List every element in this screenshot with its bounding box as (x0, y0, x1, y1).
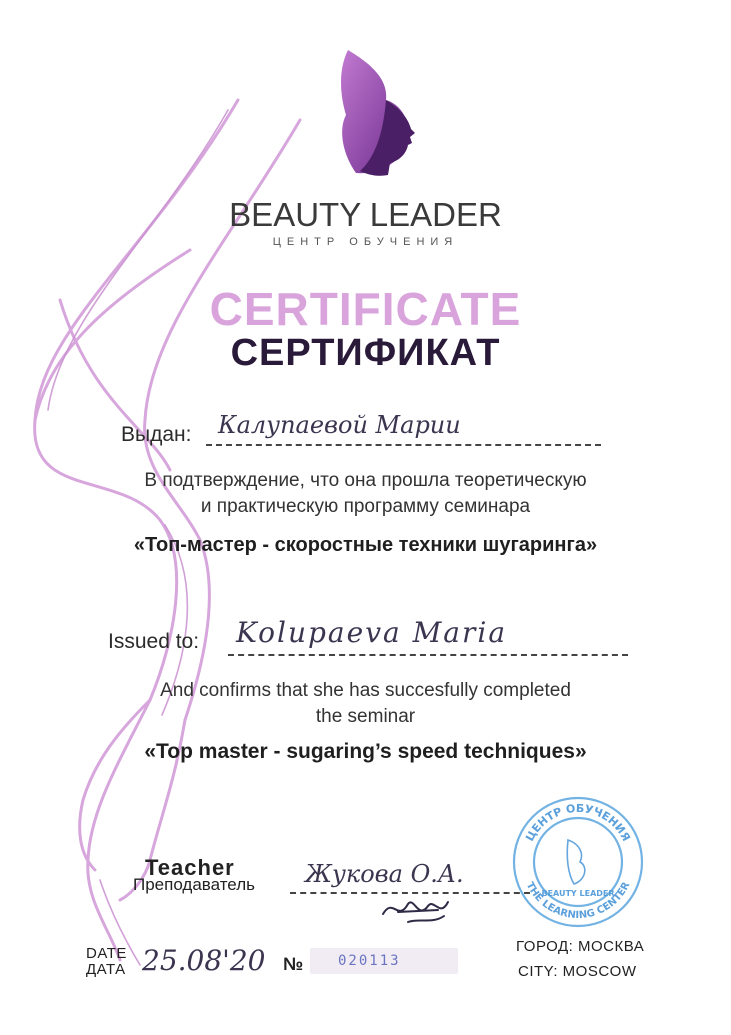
teacher-label-en: Teacher (145, 855, 235, 880)
confirm-line2-en: the seminar (315, 706, 416, 727)
issued-name-ru: Калупаевой Марии (218, 411, 461, 439)
issued-label-ru: Выдан: (121, 423, 192, 446)
seminar-title-en: «Top master - sugaring’s speed techniques» (144, 740, 587, 763)
seminar-title-ru: «Топ-мастер - скоростные техники шугаринга» (133, 534, 598, 556)
date-value: 25.08'20 (142, 944, 266, 977)
teacher-signature-icon (378, 892, 458, 928)
confirm-line1-ru: В подтверждение, что она прошла теоретическую (144, 470, 587, 491)
svg-text:BEAUTY LEADER: BEAUTY LEADER (541, 889, 615, 898)
issued-label-en: Issued to: (108, 630, 200, 653)
confirm-line1-en: And confirms that she has succesfully completed (160, 680, 571, 701)
issued-name-en: Kolupaeva Maria (236, 616, 508, 649)
confirm-line2-ru: и практическую программу семинара (200, 496, 531, 517)
svg-text:ЦЕНТР ОБУЧЕНИЯ: ЦЕНТР ОБУЧЕНИЯ (523, 801, 633, 844)
teacher-name: Жукова О.А. (305, 860, 464, 888)
city-en: CITY: MOSCOW (518, 963, 637, 980)
number-label: № (283, 954, 304, 974)
brand-subtitle: ЦЕНТР ОБУЧЕНИЯ (272, 236, 459, 248)
certificate-number: 020113 (338, 953, 401, 969)
brand-name: BEAUTY LEADER (229, 196, 502, 233)
teacher-label-ru: Преподаватель (133, 875, 255, 894)
date-label-ru: ДАТА (86, 961, 126, 978)
certificate-title-ru: СЕРТИФИКАТ (230, 332, 501, 374)
round-stamp-icon (508, 792, 648, 932)
certificate-title-en: CERTIFICATE (209, 283, 522, 335)
svg-text:THE LEARNING CENTER: THE LEARNING CENTER (523, 880, 633, 922)
city-ru: ГОРОД: МОСКВА (516, 938, 645, 955)
butterfly-face-logo-icon (318, 45, 438, 185)
date-label-en: DATE (86, 945, 127, 962)
